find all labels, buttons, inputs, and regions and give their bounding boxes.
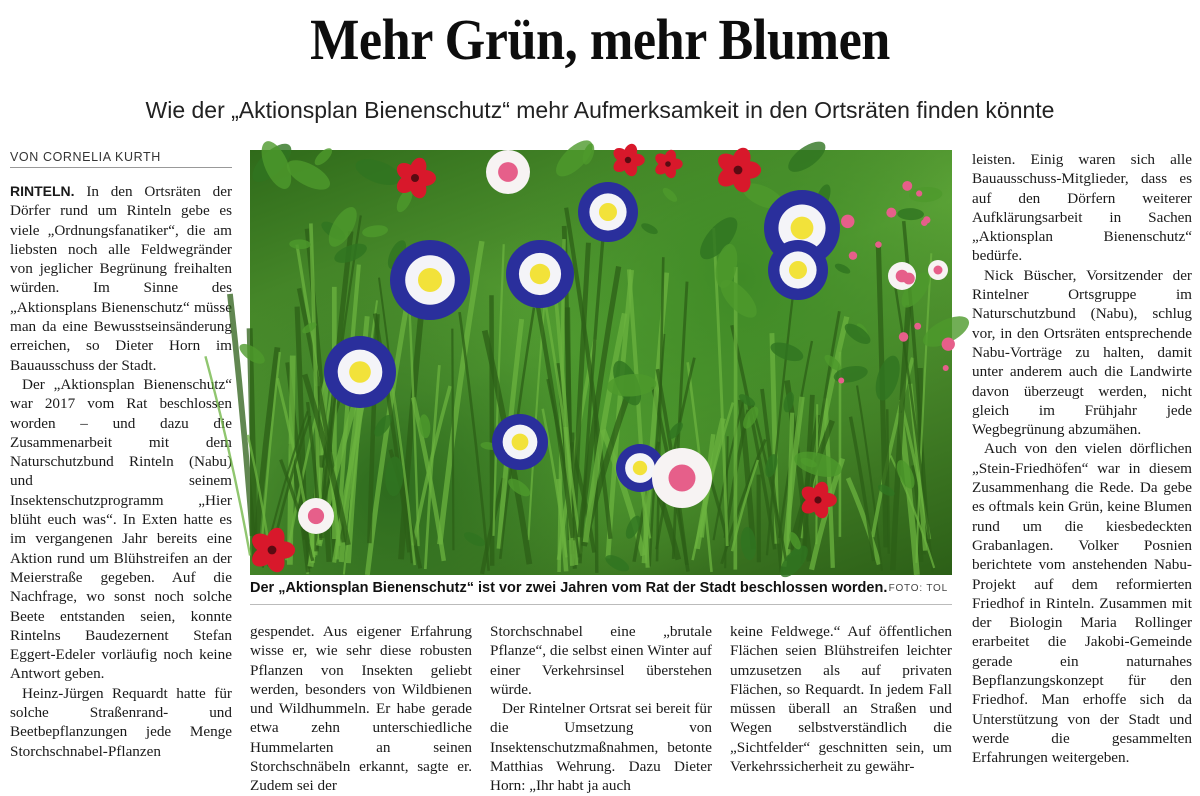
leaf xyxy=(871,353,904,403)
red-flax-flower xyxy=(734,166,743,175)
leaf xyxy=(833,262,851,276)
leaf xyxy=(462,529,487,549)
small-pink-flower xyxy=(875,241,882,248)
small-pink-flower xyxy=(943,365,949,371)
small-pink-flower xyxy=(902,181,912,191)
caption-text: Der „Aktionsplan Bienenschutz“ ist vor zwei Jahren vom Rat der Stadt beschlossen worden. xyxy=(250,580,887,596)
paragraph: gespendet. Aus eigener Erfahrung wisse er, wie sehr diese robusten Pflanzen von Insekten geliebt werden, besonders von Wildbienen und Wildhummeln. Er habe gerade etwa zehn unterschiedliche Hummelarten an seinen Storchschnäbeln erkannt, sagte er. Zudem sei der xyxy=(250,622,472,796)
grass-blade xyxy=(452,329,453,551)
small-pink-flower xyxy=(841,215,854,228)
paragraph: Storchschnabel eine „brutale Pflanze“, die selbst einen Winter auf einer Verkehrsinsel überstehen würde. xyxy=(490,622,712,699)
byline: VON CORNELIA KURTH xyxy=(10,150,232,168)
grass-blade xyxy=(460,312,489,571)
grass-blade xyxy=(491,295,492,565)
leaf xyxy=(897,208,924,221)
headline: Mehr Grün, mehr Blumen xyxy=(60,4,1140,76)
small-pink-flower xyxy=(849,251,857,259)
leaf xyxy=(660,186,679,205)
small-pink-flower xyxy=(942,338,955,351)
paragraph: Nick Büscher, Vorsitzender der Rintelner Ortsgruppe im Naturschutzbund (Nabu), schlug vor, in den Ortsräten entsprechende Nabu-Vorträge zu halten, damit unter anderem auch die Landwirte davon überzeugt werden, nicht gleich im Frühjahr jede Wegbegrünung abzumähen. xyxy=(972,266,1192,440)
leaf xyxy=(739,526,757,561)
subheadline: Wie der „Aktionsplan Bienenschutz“ mehr Aufmerksamkeit in den Ortsräten finden könnte xyxy=(0,94,1200,126)
article-column-2 xyxy=(250,622,472,784)
leaf xyxy=(352,154,404,190)
grass-blade xyxy=(256,347,277,544)
leaf xyxy=(361,224,388,239)
paragraph-text: In den Ortsräten der Dörfer rund um Rinteln gebe es viele „Ordnungsfanatiker“, die am liebsten noch alle Feldwegränder von jeglicher Begrünung freihalten würden. Im Sinne des „Aktionsplans Bienenschutz“ müsse man da eine Bewusstseinsänderung erreichen, so Dieter Horn im Bauausschuss der Stadt. xyxy=(10,183,232,374)
leaf xyxy=(312,145,335,168)
photo-credit: FOTO: TOL xyxy=(889,583,948,594)
photo-caption xyxy=(250,580,952,605)
red-flax-flower xyxy=(411,174,419,182)
article-column-4 xyxy=(730,622,952,784)
paragraph xyxy=(10,182,232,375)
grass-blade xyxy=(887,409,889,553)
paragraph: Der „Aktionsplan Bienenschutz“ war 2017 vom Rat beschlossen worden – und dazu die Zusammenarbeit mit dem Naturschutzbund Rinteln (Nabu) und seinem Insektenschutzprogramm „Hier blüht euch was“. In Exten hatte es im vergangenen Jahr bereits eine Aktion rund um Blühstreifen an der Meierstraße gegeben. Auf die Nachfrage, wo sonst noch solche Beete entstanden seien, konnte Rintelns Baudezernent Stefan Eggert-Edeler vorläufig noch keine Antwort geben. xyxy=(10,375,232,684)
dateline: RINTELN. xyxy=(10,183,75,199)
flower-illustration xyxy=(250,150,952,575)
red-flax-flower xyxy=(814,496,821,503)
paragraph: Heinz-Jürgen Requardt hatte für solche Straßenrand- und Beetbepflanzungen jede Menge Storchschnabel-Pflanzen xyxy=(10,684,232,761)
small-pink-flower xyxy=(899,332,908,341)
leaf xyxy=(783,136,830,178)
leaf xyxy=(640,221,660,236)
paragraph: Der Rintelner Ortsrat sei bereit für die Umsetzung von Insektenschutzmaßnahmen, betonte Matthias Wehrung. Dazu Dieter Horn: „Ihr habt ja auch xyxy=(490,699,712,795)
paragraph: Auch von den vielen dörflichen „Stein-Friedhöfen“ war in diesem Zusammenhang die Rede. Da gebe es oftmals kein Grün, keine Blumen rund um die kiesbedeckten Grabanlagen. Volker Posnien berichtete vom anstehenden Nabu-Projekt auf dem reformierten Friedhof in Rinteln. Zusammen mit der Biologin Maria Rollinger erarbeitet die Jakobi-Gemeinde gerade ein naturnahes Bepflanzungskonzept für den Friedhof. Man erhoffe sich da Unterstützung von der Stadt und werde die gesammelten Erfahrungen weitergeben. xyxy=(972,439,1192,767)
red-flax-flower xyxy=(625,157,631,163)
article-column-1 xyxy=(10,182,232,782)
paragraph: keine Feldwege.“ Auf öffentlichen Flächen seien Blühstreifen leichter umzusetzen als auf privaten Flächen, so Requardt. In jedem Fall müssen überall an Straßen und Wegen selbstverständlich die „Sichtfelder“ geschnitten sein, um Verkehrssicherheit zu gewähr- xyxy=(730,622,952,776)
small-pink-flower xyxy=(903,273,915,285)
leaf xyxy=(909,186,943,203)
article-column-3 xyxy=(490,622,712,784)
red-flax-flower xyxy=(665,161,671,167)
small-pink-flower xyxy=(886,208,896,218)
small-pink-flower xyxy=(914,323,921,330)
paragraph: leisten. Einig waren sich alle Bauausschuss-Mitglieder, dass es auf den Dörfern weiterer Aufklärungsarbeit in Sachen „Aktionsplan Bienenschutz“ bedürfe. xyxy=(972,150,1192,266)
small-pink-flower xyxy=(838,378,844,384)
flower-photo xyxy=(250,150,952,575)
article-column-5 xyxy=(972,150,1192,782)
red-flax-flower xyxy=(268,546,277,555)
small-pink-flower xyxy=(923,216,930,223)
small-pink-flower xyxy=(916,190,922,196)
